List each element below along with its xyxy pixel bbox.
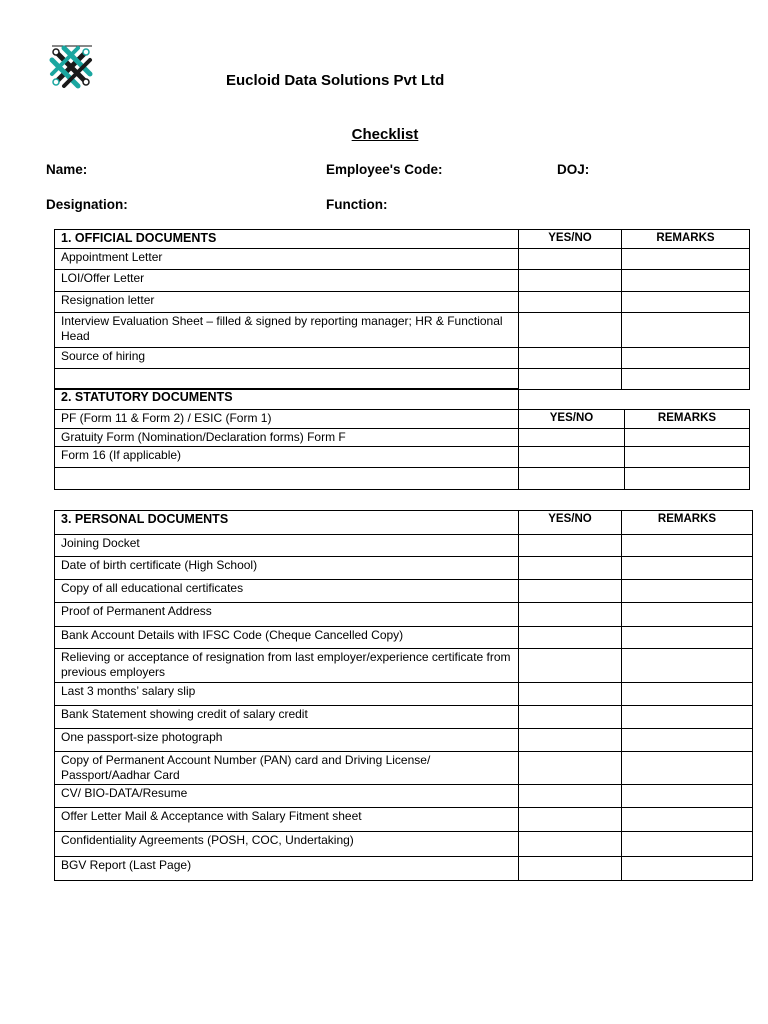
yes-no-cell[interactable] [519,429,625,447]
remarks-cell[interactable] [622,857,753,881]
table-row: LOI/Offer Letter [55,270,519,292]
yes-no-cell[interactable] [519,683,622,706]
table-row: Source of hiring [55,348,519,369]
remarks-cell[interactable] [622,557,753,580]
yes-no-cell[interactable] [519,447,625,468]
table-row: Bank Statement showing credit of salary credit [55,706,519,729]
yes-no-cell[interactable] [519,752,622,785]
remarks-header: REMARKS [622,511,753,535]
table-row [55,369,519,390]
table-row: PF (Form 11 & Form 2) / ESIC (Form 1) [55,410,519,429]
remarks-cell[interactable] [622,832,753,857]
remarks-cell[interactable] [622,249,750,270]
function-label: Function: [326,197,388,212]
table-row: Joining Docket [55,535,519,557]
table-row: Appointment Letter [55,249,519,270]
name-label: Name: [46,162,88,177]
yes-no-header: YES/NO [519,410,625,429]
table-row: Gratuity Form (Nomination/Declaration forms) Form F [55,429,519,447]
designation-label: Designation: [46,197,128,212]
remarks-cell[interactable] [622,369,750,390]
remarks-cell[interactable] [622,785,753,808]
remarks-cell[interactable] [622,313,750,348]
yes-no-cell[interactable] [519,580,622,603]
remarks-cell[interactable] [622,270,750,292]
company-name: Eucloid Data Solutions Pvt Ltd [226,72,445,89]
personal-documents-heading: 3. PERSONAL DOCUMENTS [55,511,519,535]
remarks-cell[interactable] [622,603,753,627]
yes-no-cell[interactable] [519,627,622,649]
table-row: Date of birth certificate (High School) [55,557,519,580]
yes-no-cell[interactable] [519,729,622,752]
remarks-cell[interactable] [625,468,750,490]
table-row: One passport-size photograph [55,729,519,752]
remarks-cell[interactable] [622,649,753,683]
remarks-cell[interactable] [622,683,753,706]
yes-no-cell[interactable] [519,313,622,348]
table-row: CV/ BIO-DATA/Resume [55,785,519,808]
company-logo-icon [46,42,96,92]
table-row: Confidentiality Agreements (POSH, COC, Undertaking) [55,832,519,857]
table-row: Bank Account Details with IFSC Code (Cheque Cancelled Copy) [55,627,519,649]
official-documents-heading: 1. OFFICIAL DOCUMENTS [55,230,519,249]
yes-no-cell[interactable] [519,557,622,580]
table-row: Relieving or acceptance of resignation from last employer/experience certificate from previous employers [55,649,519,683]
remarks-cell[interactable] [622,627,753,649]
yes-no-cell[interactable] [519,706,622,729]
remarks-cell[interactable] [622,535,753,557]
remarks-cell[interactable] [622,348,750,369]
statutory-documents-heading: 2. STATUTORY DOCUMENTS [55,389,519,410]
yes-no-cell[interactable] [519,857,622,881]
yes-no-cell[interactable] [519,785,622,808]
table-row: Copy of Permanent Account Number (PAN) card and Driving License/ Passport/Aadhar Card [55,752,519,785]
yes-no-cell[interactable] [519,292,622,313]
yes-no-cell[interactable] [519,832,622,857]
table-row: Proof of Permanent Address [55,603,519,627]
yes-no-cell[interactable] [519,369,622,390]
table-row: BGV Report (Last Page) [55,857,519,881]
remarks-cell[interactable] [622,706,753,729]
remarks-cell[interactable] [622,729,753,752]
remarks-cell[interactable] [622,808,753,832]
employee-code-label: Employee's Code: [326,162,443,177]
remarks-header: REMARKS [622,230,750,249]
yes-no-cell[interactable] [519,348,622,369]
table-row: Interview Evaluation Sheet – filled & signed by reporting manager; HR & Functional Head [55,313,519,348]
official-documents-table [54,229,750,390]
table-row [55,468,519,490]
page-title: Checklist [351,126,419,143]
table-row: Last 3 months’ salary slip [55,683,519,706]
personal-documents-table [54,510,753,881]
yes-no-cell[interactable] [519,468,625,490]
yes-no-cell[interactable] [519,535,622,557]
yes-no-cell[interactable] [519,270,622,292]
yes-no-cell[interactable] [519,603,622,627]
yes-no-cell[interactable] [519,649,622,683]
remarks-cell[interactable] [622,292,750,313]
table-row: Offer Letter Mail & Acceptance with Salary Fitment sheet [55,808,519,832]
table-row: Resignation letter [55,292,519,313]
remarks-cell[interactable] [622,752,753,785]
remarks-header: REMARKS [625,410,750,429]
yes-no-header: YES/NO [519,230,622,249]
remarks-cell[interactable] [625,447,750,468]
doj-label: DOJ: [557,162,590,177]
table-row: Copy of all educational certificates [55,580,519,603]
yes-no-cell[interactable] [519,808,622,832]
remarks-cell[interactable] [625,429,750,447]
yes-no-cell[interactable] [519,249,622,270]
statutory-documents-table [54,388,750,490]
table-row: Form 16 (If applicable) [55,447,519,468]
yes-no-header: YES/NO [519,511,622,535]
remarks-cell[interactable] [622,580,753,603]
